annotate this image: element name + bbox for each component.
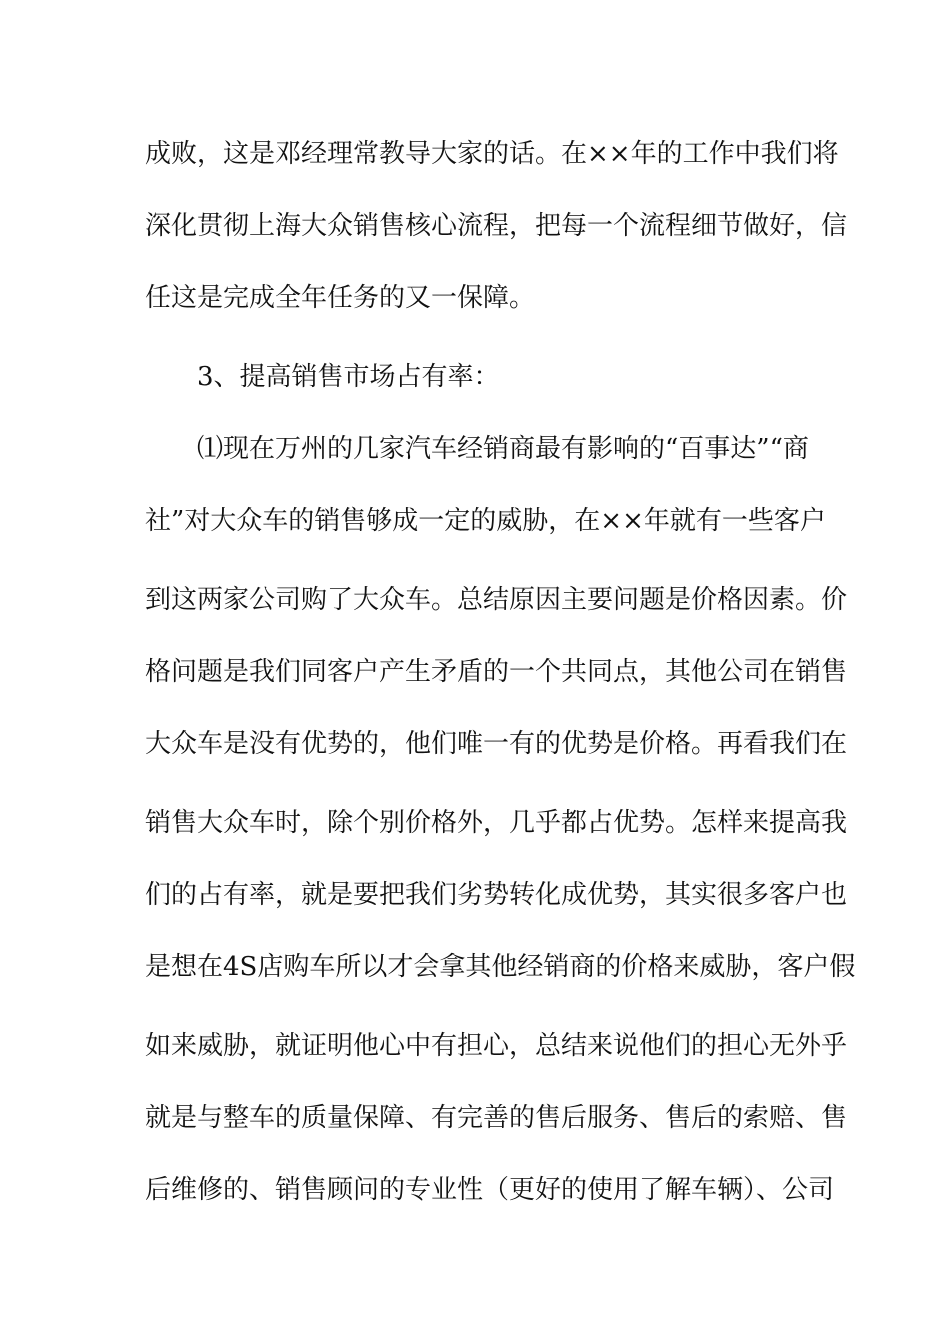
text-line: 格问题是我们同客户产生矛盾的一个共同点，其他公司在销售 [145, 657, 848, 687]
text-line: 后维修的、销售顾问的专业性（更好的使用了解车辆）、公司 [145, 1175, 835, 1205]
text-line: 到这两家公司购了大众车。总结原因主要问题是价格因素。价 [145, 585, 848, 615]
text-line: 如来威胁，就证明他心中有担心，总结来说他们的担心无外乎 [145, 1031, 848, 1061]
text-line: 销售大众车时，除个别价格外，几乎都占优势。怎样来提高我 [145, 808, 848, 838]
text-line: 就是与整车的质量保障、有完善的售后服务、售后的索赔、售 [145, 1103, 848, 1133]
text-line: 任这是完成全年任务的又一保障。 [145, 283, 536, 313]
text-line: 社”对大众车的销售够成一定的威胁，在××年就有一些客户 [145, 506, 826, 536]
text-line: 成败，这是邓经理常教导大家的话。在××年的工作中我们将 [145, 139, 839, 169]
text-line: 大众车是没有优势的，他们唯一有的优势是价格。再看我们在 [145, 729, 848, 759]
text-line: 深化贯彻上海大众销售核心流程，把每一个流程细节做好，信 [145, 211, 848, 241]
text-line: ⑴现在万州的几家汽车经销商最有影响的“百事达”“商 [197, 434, 809, 464]
text-line: 们的占有率，就是要把我们劣势转化成优势，其实很多客户也 [145, 880, 848, 910]
text-line: 是想在4S店购车所以才会拿其他经销商的价格来威胁，客户假 [145, 952, 856, 982]
section-heading: 3、提高销售市场占有率： [197, 362, 500, 392]
